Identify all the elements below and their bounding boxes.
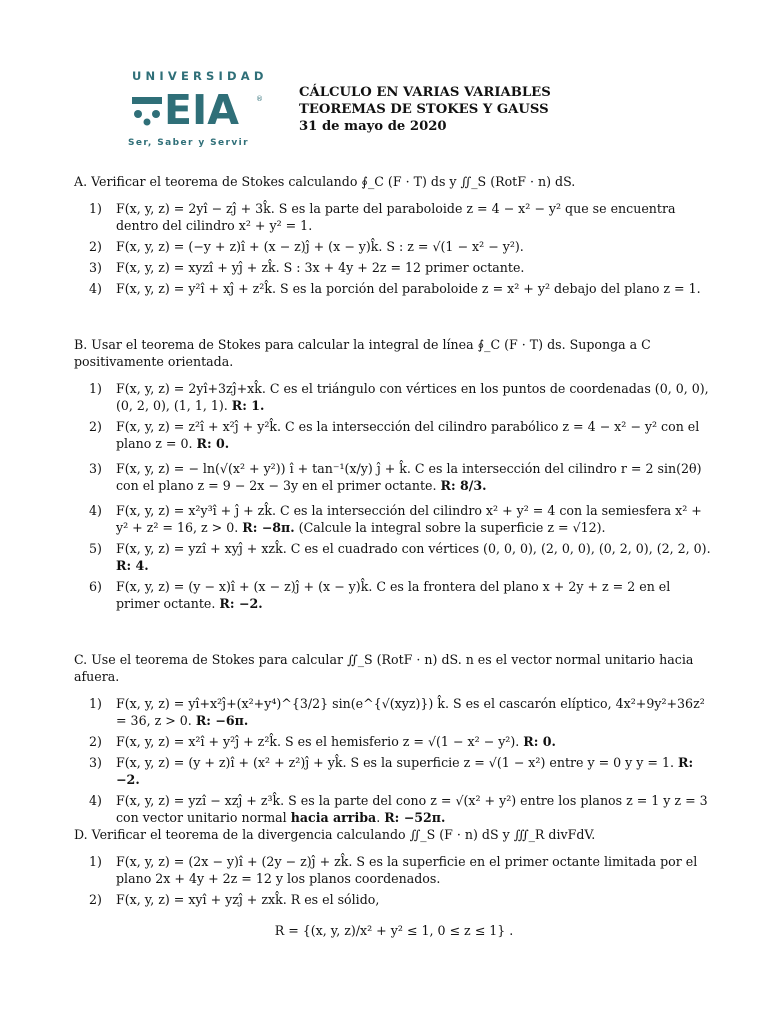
list-item: 4) F(x, y, z) = y²î + xĵ + z²k̂. S es la porción del paraboloide z = x² + y² debajo del plano z = 1.: [89, 281, 701, 296]
list-item: 3) F(x, y, z) = − ln(√(x² + y²)) î + tan⁻¹(x/y) ĵ + k̂. C es la intersección del cilindro r = 2 sin(2θ) con el plano z = 9 − 2x − 3y en el primer octante. R: 8/3.: [89, 461, 702, 493]
list-item: 1) F(x, y, z) = 2yî+3zĵ+xk̂. C es el triángulo con vértices en los puntos de coordenadas (0, 0, 0), (0, 2, 0), (1, 1, 1). R: 1.: [89, 381, 709, 413]
section-b-title: B. Usar el teorema de Stokes para calcular la integral de línea ∮_C (F · T) ds. Suponga a C positivamente orientada.: [74, 337, 651, 369]
answer: R: 0.: [196, 436, 230, 451]
section-d: [74, 826, 714, 939]
list-item: 1) F(x, y, z) = (2x − y)î + (2y − z)ĵ + zk̂. S es la superficie en el primer octante limitada por el plano 2x + 4y + 2z = 12 y los planos coordenados.: [89, 854, 698, 886]
list-item: 3) F(x, y, z) = xyzî + yĵ + zk̂. S : 3x + 4y + 2z = 12 primer octante.: [89, 260, 525, 275]
list-item: 3) F(x, y, z) = (y + z)î + (x² + z²)ĵ + yk̂. S es la superficie z = √(1 − x²) entre y = 0 y y = 1. R: −2.: [89, 755, 694, 787]
section-d-items: [74, 853, 714, 908]
answer: R: 4.: [116, 558, 149, 573]
section-c-title: C. Use el teorema de Stokes para calcular ∬_S (RotF · n) dS. n es el vector normal unitario hacia afuera.: [74, 652, 694, 684]
list-item: 6) F(x, y, z) = (y − x)î + (x − z)ĵ + (x − y)k̂. C es la frontera del plano x + 2y + z = 2 en el primer octante. R: −2.: [89, 579, 671, 611]
answer: R: −2.: [219, 596, 263, 611]
section-a-items: [74, 200, 714, 297]
list-item: 1) F(x, y, z) = 2yî − zĵ + 3k̂. S es la parte del paraboloide z = 4 − x² − y² que se encuentra dentro del cilindro x² + y² = 1.: [89, 201, 676, 233]
answer: R: 1.: [231, 398, 265, 413]
region-definition: R = {(x, y, z)/x² + y² ≤ 1, 0 ≤ z ≤ 1} .: [274, 923, 514, 938]
logo-top-text: UNIVERSIDAD: [132, 69, 268, 83]
logo-main-text: EIA: [164, 86, 239, 134]
list-item: 2) F(x, y, z) = x²î + y²ĵ + z²k̂. S es el hemisferio z = √(1 − x² − y²). R: 0.: [89, 734, 556, 749]
emphasis: hacia arriba: [290, 810, 377, 825]
section-b: [74, 336, 714, 616]
section-c: [74, 651, 714, 830]
list-item: 4) F(x, y, z) = yzî − xzĵ + z³k̂. S es la parte del cono z = √(x² + y²) entre los planos z = 1 y z = 3 con vector unitario normal hacia arriba. R: −52π.: [89, 793, 708, 825]
answer: R: −52π.: [384, 810, 446, 825]
answer: R: −2.: [116, 755, 694, 787]
header-date: 31 de mayo de 2020: [299, 119, 447, 134]
answer: R: 8/3.: [440, 478, 487, 493]
answer: R: 0.: [523, 734, 556, 749]
answer: R: −8π.: [242, 520, 295, 535]
logo-registered-mark: ®: [256, 95, 263, 103]
document-header: [299, 84, 551, 135]
logo-emblem-icon: [128, 84, 268, 134]
answer: R: −6π.: [195, 713, 249, 728]
section-a-title: A. Verificar el teorema de Stokes calculando ∮_C (F · T) ds y ∬_S (RotF · n) dS.: [74, 174, 576, 189]
list-item: 5) F(x, y, z) = yzî + xyĵ + xzk̂. C es el cuadrado con vértices (0, 0, 0), (2, 0, 0), (0, 2, 0), (2, 2, 0). R: 4.: [89, 541, 711, 573]
section-c-items: [74, 695, 714, 826]
list-item: 4) F(x, y, z) = x²y³î + ĵ + zk̂. C es la intersección del cilindro x² + y² = 4 con la semiesfera x² + y² + z² = 16, z > 0. R: −8π. (Calcule la integral sobre la superficie z = √12).: [89, 503, 702, 535]
list-item: 2) F(x, y, z) = z²î + x²ĵ + y²k̂. C es la intersección del cilindro parabólico z = 4 − x² − y² con el plano z = 0. R: 0.: [89, 419, 700, 451]
note: (Calcule la integral sobre la superficie z = √12).: [298, 520, 606, 535]
list-item: 1) F(x, y, z) = yî+x²ĵ+(x²+y⁴)^{3/2} sin(e^{√(xyz)}) k̂. S es el cascarón elíptico, 4x²+9y²+36z² = 36, z > 0. R: −6π.: [89, 696, 705, 728]
university-logo: [128, 68, 268, 148]
logo-slogan: Ser, Saber y Servir: [128, 138, 249, 148]
section-d-title: D. Verificar el teorema de la divergencia calculando ∬_S (F · n) dS y ∭_R divFdV.: [74, 827, 596, 842]
list-item: 2) F(x, y, z) = (−y + z)î + (x − z)ĵ + (x − y)k̂. S : z = √(1 − x² − y²).: [89, 239, 524, 254]
header-topic: TEOREMAS DE STOKES Y GAUSS: [299, 102, 549, 117]
header-course: CÁLCULO EN VARIAS VARIABLES: [299, 85, 551, 100]
section-a: [74, 173, 714, 301]
section-b-items: [74, 380, 714, 612]
list-item: 2) F(x, y, z) = xyî + yzĵ + zxk̂. R es el sólido,: [89, 892, 380, 907]
